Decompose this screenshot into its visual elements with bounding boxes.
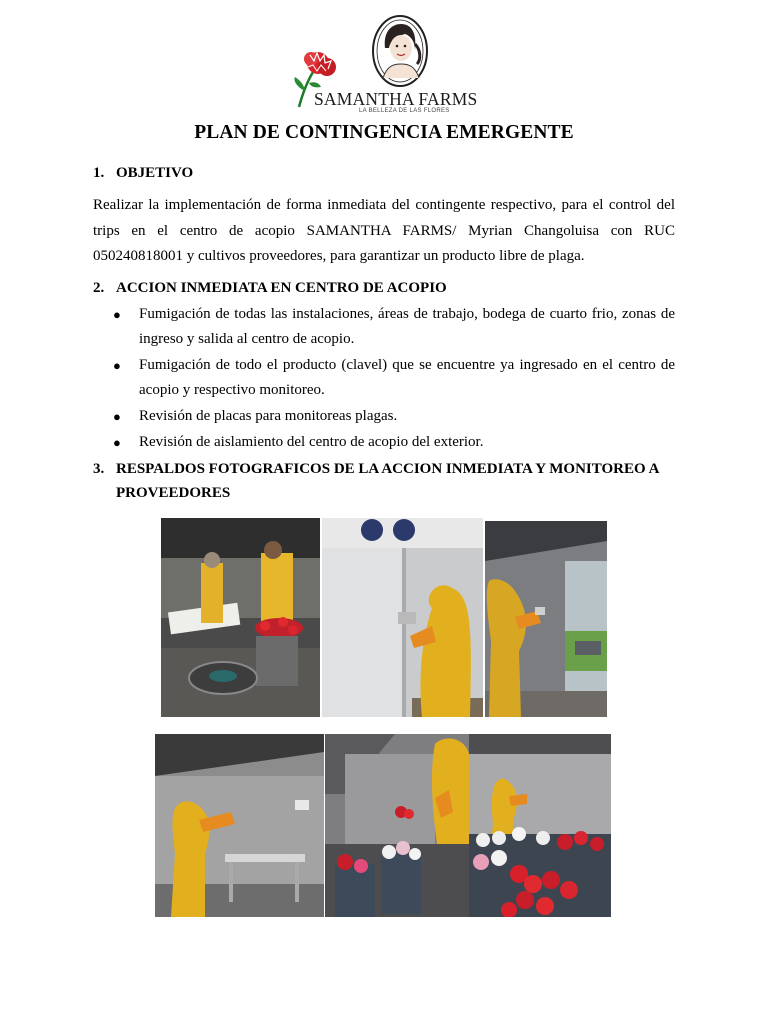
action-bullet-list — [113, 302, 675, 456]
list-item-text: Revisión de aislamiento del centro de acopio del exterior. — [139, 434, 484, 450]
list-item-text: Fumigación de todas las instalaciones, áreas de trabajo, bodega de cuarto frio, zonas de ingreso y salida al centro de acopio. — [139, 306, 675, 347]
list-item-text: Revisión de placas para monitoreas plagas. — [139, 408, 398, 424]
section-number: 1. — [93, 165, 105, 181]
list-item — [113, 430, 675, 455]
fumigating-flower-buckets-photo — [325, 734, 469, 917]
section-number: 3. — [93, 461, 105, 477]
fumigating-flower-stock-photo — [469, 734, 611, 917]
section-heading-text: ACCION INMEDIATA EN CENTRO DE ACOPIO — [116, 280, 447, 296]
bullet-icon: ● — [113, 307, 121, 322]
section-heading-objetivo — [93, 161, 193, 185]
brand-name: SAMANTHA FARMS — [314, 89, 478, 109]
bullet-icon: ● — [113, 409, 121, 424]
fumigating-warehouse-wall-photo — [155, 734, 324, 917]
section-heading-accion-inmediata — [93, 276, 447, 300]
document-title: PLAN DE CONTINGENCIA EMERGENTE — [194, 122, 574, 143]
fumigating-exterior-wall-photo — [485, 521, 607, 717]
brand-tagline: LA BELLEZA DE LAS FLORES — [359, 108, 450, 114]
bullet-icon: ● — [113, 435, 121, 450]
list-item-text: Fumigación de todo el producto (clavel) que se encuentre ya ingresado en el centro de acopio y respectivo monitoreo. — [139, 357, 675, 398]
bullet-icon: ● — [113, 358, 121, 373]
list-item — [113, 404, 675, 429]
objective-paragraph: Realizar la implementación de forma inmediata del contingente respectivo, para el control del trips en el centro de acopio SAMANTHA FARMS/ Myrian Changoluisa con RUC 050240818001 y cultivos proveedores, para garantizar un producto libre de plaga. — [93, 197, 675, 264]
list-item — [113, 302, 675, 352]
section-heading-text: OBJETIVO — [116, 165, 194, 181]
section-number: 2. — [93, 280, 105, 296]
section-heading-respaldos — [93, 457, 675, 505]
workers-inspecting-flowers-photo — [161, 518, 320, 717]
fumigating-cold-room-photo — [322, 518, 483, 717]
section-heading-text: RESPALDOS FOTOGRAFICOS DE LA ACCION INMEDIATA Y MONITOREO A PROVEEDORES — [116, 461, 659, 501]
company-logo — [291, 14, 497, 112]
woman-portrait-icon — [371, 14, 429, 88]
list-item — [113, 353, 675, 403]
